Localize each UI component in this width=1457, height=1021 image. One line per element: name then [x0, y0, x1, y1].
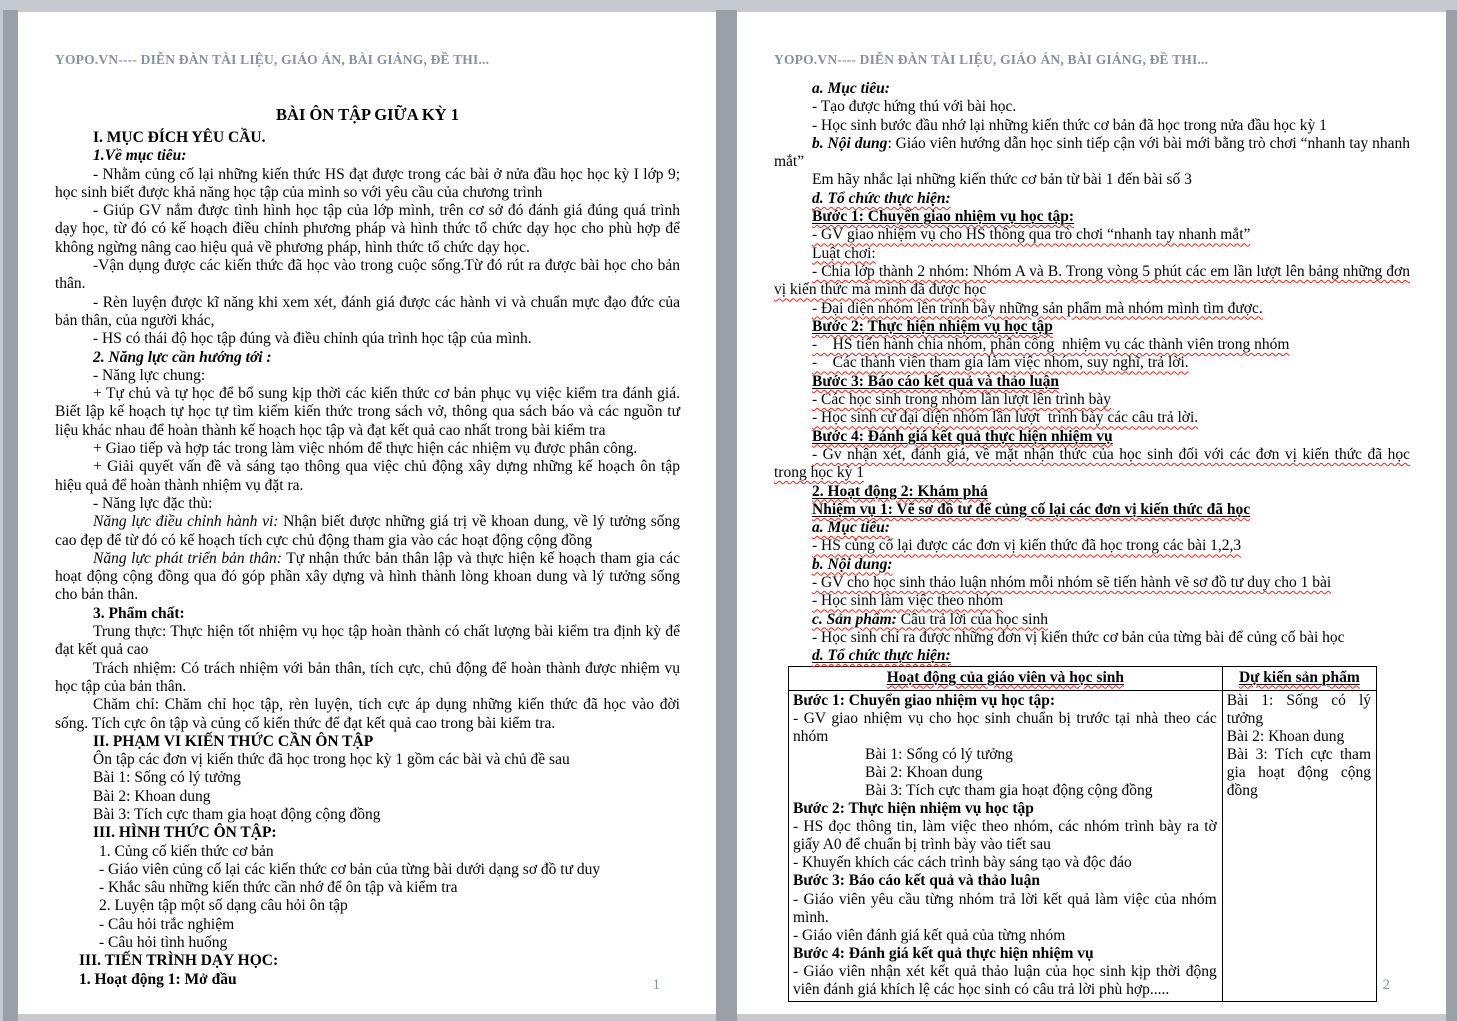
paragraph [55, 861, 680, 879]
paragraph-text: Bài 3: Tích cực tham gia hoạt động cộng đồng [1226, 745, 1371, 799]
page-shadow-middle [716, 10, 737, 1021]
paragraph-text: - Khắc sâu những kiến thức cần nhớ để ôn tập và kiểm tra [99, 879, 458, 897]
paragraph-text: Bước 1: Chuyển giao nhiệm vụ học tập: [793, 691, 1056, 709]
table-header-row [789, 666, 1377, 690]
paragraph [55, 202, 680, 257]
underlined-text [812, 647, 951, 664]
paragraph-text: Năng lực điều chỉnh hành vi: [93, 513, 279, 531]
paragraph-text: + Giải quyết vấn đề và sáng tạo thông qua việc chủ động xây dựng những kế hoạch ôn tập hiệu quả để hoàn thành nhiệm vụ đặt ra. [55, 458, 680, 494]
paragraph [793, 800, 1217, 818]
page2-number: 2 [1382, 977, 1390, 993]
paragraph-text: Chăm chỉ: Chăm chỉ học tập, rèn luyện, tích cực áp dụng những kiến thức đã học vào đời sống. Tích cực ôn tập và củng cố kiến thức để đạt kết quả cao trong bài kiểm tra. [55, 696, 680, 732]
page1-number: 1 [652, 977, 660, 993]
paragraph-text: Bài 3: Tích cực tham gia hoạt động cộng đồng [93, 805, 381, 823]
paragraph [774, 446, 1410, 483]
paragraph [774, 245, 1410, 263]
paragraph-text: Bài 1: Sống có lý tưởng [865, 745, 1013, 763]
paragraph-text: Em hãy nhắc lại những kiến thức cơ bản từ bài 1 đến bài số 3 [812, 171, 1192, 189]
paragraph [774, 611, 1410, 629]
paragraph-text: - Học sinh chỉ ra được những đơn vị kiến thức cơ bản của từng bài để củng cố bài học [812, 628, 1345, 646]
paragraph-text: Bước 4: Đánh giá kết quả thực hiện nhiệm vụ [812, 427, 1113, 445]
paragraph-text: + Giao tiếp và hợp tác trong làm việc nhóm để thực hiện các nhiệm vụ được phân công. [93, 440, 638, 458]
paragraph [774, 537, 1410, 555]
paragraph [55, 843, 680, 861]
paragraph-text: - Câu hỏi trắc nghiệm [99, 915, 235, 933]
paragraph [793, 872, 1217, 890]
paragraph-text: b. Nội dung [812, 134, 888, 152]
paragraph-text: - HS có thái độ học tập đúng và điều chỉnh qúa trình học tập của mình. [93, 330, 532, 348]
paragraph [774, 300, 1410, 318]
paragraph [793, 854, 1217, 872]
paragraph-text: - Năng lực đặc thù: [93, 494, 213, 512]
paragraph [793, 782, 1217, 800]
paragraph-text: - GV giao nhiệm vụ cho học sinh chuẩn bị trước tại nhà theo các nhóm [793, 709, 1217, 745]
paragraph [1227, 746, 1371, 800]
table-cell-products [1222, 690, 1376, 1002]
paragraph-text: - Năng lực chung: [93, 366, 206, 384]
paragraph-text: Bài 1: Sống có lý tưởng [93, 769, 241, 787]
paragraph [55, 257, 680, 294]
table-header-activities: Hoạt động của giáo viên và học sinh [789, 666, 1223, 690]
underlined-text [812, 208, 1074, 225]
page-2 [737, 12, 1446, 1014]
paragraph-text: Câu trả lời của học sinh [896, 610, 1048, 628]
paragraph-text: - HS củng cố lại được các đơn vị kiến thức đã học trong các bài 1,2,3 [812, 537, 1242, 555]
paragraph [55, 385, 680, 440]
paragraph [774, 501, 1410, 519]
underlined-text [812, 428, 1113, 445]
paragraph [55, 294, 680, 331]
paragraph [55, 934, 680, 952]
paragraph-text: + Tự chủ và tự học để bổ sung kịp thời các kiến thức cơ bản phục vụ việc kiểm tra đánh giá. Biết lập kế hoạch tự học tự tìm kiếm kiến thức trong sách vở, thông qua sách báo và các nguồn tư liệu khác nhau để hoàn thành kế hoạch học tập và đạt kết quả cao nhất trong bài kiểm tra [55, 385, 680, 439]
paragraph-text: Bài 3: Tích cực tham gia hoạt động cộng đồng [865, 781, 1153, 799]
paragraph-text: - GV giao nhiệm vụ cho HS thông qua trò chơi “nhanh tay nhanh mắt” [812, 226, 1251, 244]
page1-body [55, 129, 680, 989]
paragraph-text: 2. Hoạt động 2: Khám phá [812, 482, 988, 500]
paragraph-text: - Học sinh bước đầu nhớ lại những kiến thức cơ bản đã học trong nửa đầu học kỳ 1 [812, 116, 1327, 134]
paragraph-text: II. PHẠM VI KIẾN THỨC CẦN ÔN TẬP [93, 732, 374, 750]
paragraph-text: Bài 2: Khoan dung [1226, 727, 1345, 745]
paragraph [55, 330, 680, 348]
paragraph [55, 971, 680, 989]
paragraph-text: Bước 4: Đánh giá kết quả thực hiện nhiệm vụ [793, 944, 1094, 962]
paragraph [55, 349, 680, 367]
paragraph [55, 440, 680, 458]
paragraph [774, 483, 1410, 501]
document-title: BÀI ÔN TẬP GIỮA KỲ 1 [276, 105, 459, 124]
paragraph-text: - Chia lớp thành 2 nhóm: Nhóm A và B. Trong vòng 5 phút các em lần lượt lên bảng những đơn vị kiến thức mà mình đã được học [774, 262, 1410, 299]
paragraph [774, 190, 1410, 208]
paragraph-text: - Giáo viên củng cố lại các kiến thức cơ bản của từng bài dưới dạng sơ đồ tư duy [99, 860, 601, 878]
paragraph [793, 710, 1217, 746]
paragraph [793, 692, 1217, 710]
paragraph [774, 373, 1410, 391]
paragraph [774, 519, 1410, 537]
page-1 [18, 12, 716, 1014]
paragraph-text: d. Tổ chức thực hiện: [812, 647, 951, 665]
table-cell-activities [789, 690, 1223, 1002]
paragraph [774, 354, 1410, 372]
underlined-text [812, 501, 1250, 518]
paragraph-text: Nhiệm vụ 1: Vẽ sơ đồ tư để củng cố lại các đơn vị kiến thức đã học [812, 500, 1251, 518]
paragraph [793, 891, 1217, 927]
underlined-text [812, 483, 988, 500]
paragraph-text: a. Mục tiêu: [812, 519, 890, 537]
paragraph [55, 733, 680, 751]
paragraph-text: Bước 2: Thực hiện nhiệm vụ học tập [793, 800, 1034, 818]
paragraph-text: d. Tổ chức thực hiện: [812, 189, 951, 207]
paragraph [55, 824, 680, 842]
paragraph [55, 147, 680, 165]
paragraph [774, 135, 1410, 172]
paragraph [793, 746, 1217, 764]
paragraph [774, 629, 1410, 647]
paragraph-text: - Gv nhận xét, đánh giá, về mặt nhận thức của học sinh đối với các đơn vị kiến thức đã học trong học kỳ 1 [774, 445, 1410, 482]
paragraph-text: 2. Năng lực cần hướng tới : [93, 348, 272, 366]
paragraph-text: - Giáo viên yêu cầu từng nhóm trả lời kết quả làm việc của nhóm mình. [793, 890, 1217, 926]
paragraph [55, 806, 680, 824]
paragraph [793, 927, 1217, 945]
page-shadow-left [3, 10, 18, 1021]
paragraph [55, 751, 680, 769]
paragraph [774, 263, 1410, 300]
paragraph-text: I. MỤC ĐÍCH YÊU CẦU. [93, 129, 266, 146]
paragraph-text: Trung thực: Thực hiện tốt nhiệm vụ học tập hoàn thành có chất lượng bài kiểm tra định kỳ để đạt kết quả cao [55, 623, 680, 659]
paragraph-text: - Tạo được hứng thú với bài học. [812, 98, 1017, 116]
paragraph-text: - Giáo viên nhận xét kết quả thảo luận của học sinh kịp thời động viên đánh giá khích lệ các học sinh có câu trả lời phù hợp..... [793, 962, 1217, 998]
paragraph [774, 171, 1410, 189]
paragraph [1227, 728, 1371, 746]
paragraph-text: - Học sinh làm việc theo nhóm [812, 592, 1004, 610]
paragraph-text: 1. Củng cố kiến thức cơ bản [99, 842, 274, 860]
paragraph-text: Bài 2: Khoan dung [865, 763, 983, 781]
paragraph-text: - HS đọc thông tin, làm việc theo nhóm, các nhóm trình bày ra tờ giấy A0 để chuẩn bị trình bày vào tiết sau [793, 818, 1217, 854]
paragraph [774, 409, 1410, 427]
paragraph [774, 117, 1410, 135]
table-header-products: Dự kiến sản phẩm [1222, 666, 1376, 690]
paragraph-text: Bài 2: Khoan dung [93, 787, 211, 805]
paragraph-text: Nhận biết được những giá trị về khoan dung, về lý tưởng sống cao đẹp để từ đó có kế hoạch tích cực chủ động tham gia vào các hoạt động cộng đồng [55, 513, 680, 549]
paragraph [774, 592, 1410, 610]
paragraph-text: - Khuyến khích các cách trình bày sáng tạo và độc đáo [793, 854, 1132, 872]
paragraph-text: - Các thành viên tham gia làm việc nhóm, suy nghĩ, trả lời. [812, 354, 1189, 372]
paragraph-text: c. Sản phẩm: [812, 610, 897, 628]
paragraph-text: Trách nhiệm: Có trách nhiệm với bản thân, tích cực, chủ động để hoàn thành được nhiệm vụ học tập của bản thân. [55, 659, 680, 695]
paragraph [774, 391, 1410, 409]
paragraph [55, 129, 680, 147]
paragraph-text: III. TIẾN TRÌNH DẠY HỌC: [79, 952, 279, 970]
paragraph [774, 647, 1410, 665]
page-shadow-right [1446, 10, 1457, 1021]
paragraph [774, 318, 1410, 336]
paragraph [774, 80, 1410, 98]
activity-table [788, 666, 1377, 1003]
paragraph-text: - GV cho học sinh thảo luận nhóm mỗi nhóm sẽ tiến hành vẽ sơ đồ tư duy cho 1 bài [812, 574, 1332, 592]
paragraph-text: a. Mục tiêu: [812, 80, 890, 97]
paragraph [55, 916, 680, 934]
paragraph [793, 764, 1217, 782]
paragraph [55, 623, 680, 660]
paragraph [55, 513, 680, 550]
paragraph-text: - Học sinh cử đại diện nhóm lần lượt trình bày các câu trả lời. [812, 409, 1199, 427]
paragraph-text: Năng lực phát triển bản thân: [93, 549, 282, 567]
paragraph [55, 458, 680, 495]
paragraph-text: Bài 1: Sống có lý tưởng [1226, 691, 1371, 727]
page2-watermark-header: YOPO.VN---- DIỄN ĐÀN TÀI LIỆU, GIÁO ÁN, BÀI GIẢNG, ĐỀ THI... [774, 52, 1209, 67]
page2-body [774, 80, 1410, 666]
paragraph-text: - Các học sinh trong nhóm lần lượt lên trình bày [812, 391, 1111, 409]
paragraph-text: III. HÌNH THỨC ÔN TẬP: [93, 824, 277, 842]
paragraph [793, 818, 1217, 854]
paragraph [774, 208, 1410, 226]
paragraph-text: - Rèn luyện được kĩ năng khi xem xét, đánh giá được các hành vi và chuẩn mực đạo đức của bản thân, của người khác, [55, 293, 680, 329]
paragraph [774, 556, 1410, 574]
paragraph-text: - Nhằm củng cố lại những kiến thức HS đạt được trong các bài ở nửa đầu học học kỳ I lớp 9; học sinh biết được khả năng học tập của mình so với yêu cầu của chương trình [55, 165, 680, 201]
paragraph [55, 495, 680, 513]
paragraph [55, 550, 680, 605]
paragraph [55, 605, 680, 623]
paragraph-text: - Đại diện nhóm lên trình bày những sản phẩm mà nhóm mình tìm được. [812, 299, 1263, 317]
paragraph [1227, 692, 1371, 728]
paragraph [774, 336, 1410, 354]
paragraph-text: -Vận dụng được các kiến thức đã học vào trong cuộc sống.Từ đó rút ra được bài học cho bản thân. [55, 257, 680, 293]
paragraph [774, 226, 1410, 244]
paragraph [793, 963, 1217, 999]
paragraph-text: - Giáo viên đánh giá kết quả của từng nhóm [793, 926, 1066, 944]
paragraph-text: Bước 3: Báo cáo kết quả và thảo luận [812, 372, 1059, 390]
paragraph-text: Tự nhận thức bản thân lập và thực hiện kế hoạch tham gia các hoạt động cộng đồng qua đó góp phần xây dựng và hình thành lòng khoan dung và lý tưởng sống cho bản thân. [55, 549, 680, 604]
paragraph-text: 1. Hoạt động 1: Mở đầu [79, 970, 237, 988]
paragraph [55, 952, 680, 970]
table-body-row [789, 690, 1377, 1002]
paragraph-text: Luật chơi: [812, 244, 876, 262]
paragraph-text: 3. Phẩm chất: [93, 604, 185, 622]
paragraph [774, 574, 1410, 592]
paragraph-text: Bước 3: Báo cáo kết quả và thảo luận [793, 872, 1040, 890]
paragraph-text: Bước 2: Thực hiện nhiệm vụ học tập [812, 317, 1053, 335]
paragraph [774, 428, 1410, 446]
paragraph [55, 769, 680, 787]
paragraph [55, 367, 680, 385]
paragraph-text: - HS tiến hành chia nhóm, phân công nhiệm vụ các thành viên trong nhóm [812, 336, 1290, 354]
underlined-text [812, 318, 1053, 335]
paragraph-text: Ôn tập các đơn vị kiến thức đã học trong học kỳ 1 gồm các bài và chủ đề sau [93, 751, 570, 769]
paragraph [55, 788, 680, 806]
paragraph [55, 879, 680, 897]
paragraph-text: 2. Luyện tập một số dạng câu hỏi ôn tập [99, 897, 348, 915]
paragraph [55, 696, 680, 733]
paragraph [793, 945, 1217, 963]
paragraph [55, 166, 680, 203]
paragraph-text: Bước 1: Chuyển giao nhiệm vụ học tập: [812, 208, 1075, 226]
paragraph-text: - Giúp GV nắm được tình hình học tập của lớp mình, trên cơ sở đó đánh giá đúng quá trình dạy học, từ đó có kế hoạch điều chỉnh phương pháp và hình thức tổ chức dạy học cho phù hợp để không ngừng nâng cao hiệu quả về phương pháp, hình thức tổ chức dạy học. [55, 202, 680, 256]
paragraph [774, 98, 1410, 116]
paragraph-text: : Giáo viên hướng dẫn học sinh tiếp cận với bài mới bằng trò chơi “nhanh tay nhanh mắt” [774, 134, 1410, 171]
paragraph [55, 897, 680, 915]
paragraph-text: 1.Về mục tiêu: [93, 147, 187, 165]
underlined-text [812, 373, 1059, 390]
paragraph-text: b. Nội dung: [812, 555, 893, 573]
paragraph [55, 660, 680, 697]
page1-watermark-header: YOPO.VN---- DIỄN ĐÀN TÀI LIỆU, GIÁO ÁN, BÀI GIẢNG, ĐỀ THI... [55, 52, 490, 67]
paragraph-text: - Câu hỏi tình huống [99, 934, 228, 952]
